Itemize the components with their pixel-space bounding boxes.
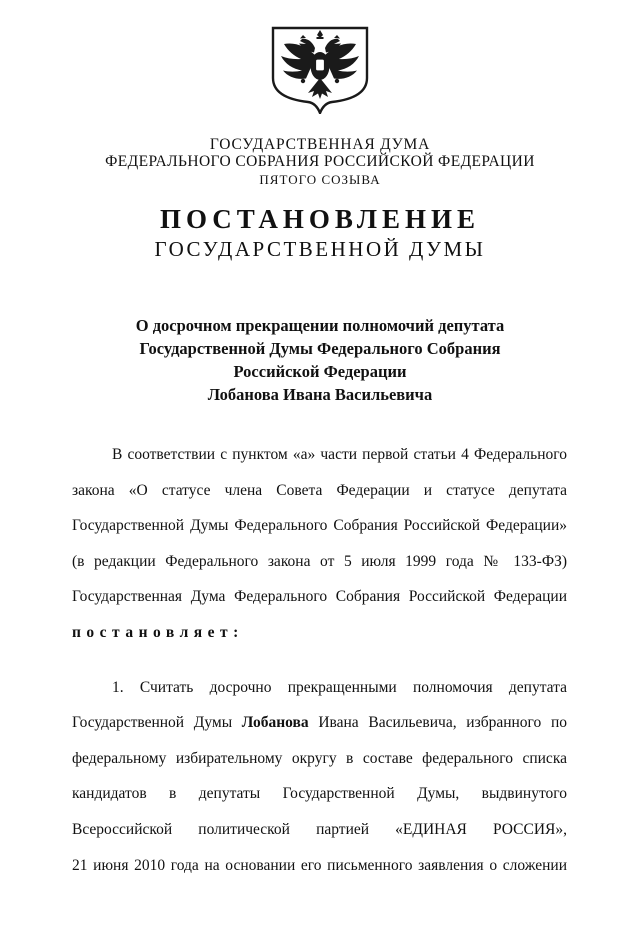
body-line [72,741,567,777]
title-line: Лобанова Ивана Васильевича [207,385,433,404]
paragraph [72,437,567,651]
body-line [72,508,567,544]
text-segment: 21 июня 2010 года на основании его письменного заявления о сложении [72,856,567,874]
coat-of-arms-svg [270,26,370,114]
doctype-issuer: ГОСУДАРСТВЕННОЙ ДУМЫ [154,237,486,261]
text-segment: Всероссийской политической партией «ЕДИНАЯ РОССИЯ», [72,820,567,838]
title-line: Государственной Думы Федерального Собрания [139,339,501,358]
text-segment: постановляет: [72,623,244,641]
body-line [72,437,567,473]
doctype-word: ПОСТАНОВЛЕНИЕ [159,204,481,234]
body-line [72,812,567,848]
resolution-body [72,437,567,883]
text-segment: Ивана Васильевича, избранного по [308,714,567,732]
text-segment: Государственной Думы [72,714,242,732]
text-segment: (в редакции Федерального закона от 5 июля 1999 года № 133-ФЗ) [72,552,567,570]
title-line: О досрочном прекращении полномочий депутата [135,316,505,335]
text-segment: Государственная Дума Федерального Собрания Российской Федерации [72,588,567,606]
body-line [72,579,567,615]
body-line [72,705,567,741]
convocation-line: ПЯТОГО СОЗЫВА [259,172,381,187]
body-line [72,848,567,884]
body-line [72,473,567,509]
title-line: Российской Федерации [233,362,407,381]
resolution-title [0,314,640,406]
issuing-body-header [0,136,640,188]
org-name-line: ФЕДЕРАЛЬНОГО СОБРАНИЯ РОССИЙСКОЙ ФЕДЕРАЦИИ [105,153,535,170]
russian-coat-of-arms-icon [270,26,370,114]
body-line [72,670,567,706]
document-page [0,26,640,931]
body-line [72,776,567,812]
body-line [72,544,567,580]
text-segment: федеральному избирательному округу в составе федерального списка [72,749,567,767]
text-segment: Лобанова [241,714,309,732]
text-segment: В соответствии с пунктом «а» части первой статьи 4 Федерального [112,446,567,463]
paragraph [72,670,567,884]
document-type-heading [0,204,640,262]
body-line [72,615,567,651]
text-segment: 1. Считать досрочно прекращенными полномочия депутата [112,678,567,696]
text-segment: Государственной Думы Федерального Собрания Российской Федерации» [72,517,567,535]
org-name-line: ГОСУДАРСТВЕННАЯ ДУМА [209,136,431,153]
text-segment: кандидатов в депутаты Государственной Думы, выдвинутого [72,785,567,803]
text-segment: закона «О статусе члена Совета Федерации и статусе депутата [72,481,567,499]
